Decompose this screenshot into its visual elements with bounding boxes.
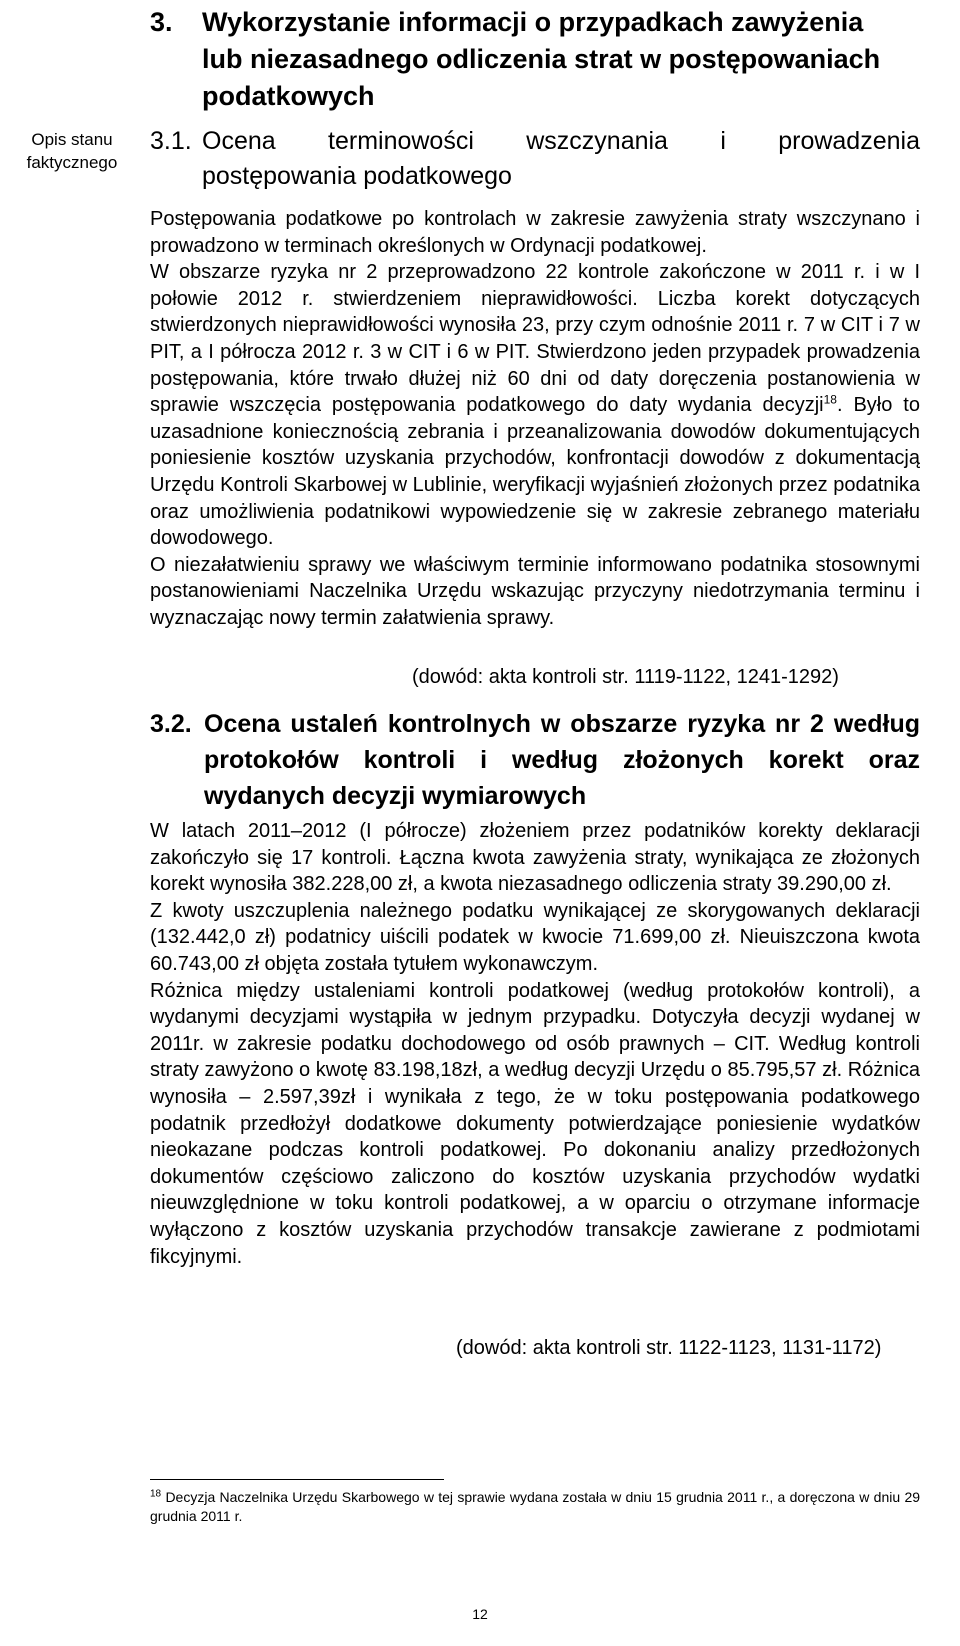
footnote-number: 18 [150,1488,162,1500]
section-3-2-title: Ocena ustaleń kontrolnych w obszarze ryzyka nr 2 według protokołów kontroli i według złożonych korekt oraz wydanych decyzji wymiarowych [204,710,920,810]
section-3-number: 3. [150,7,173,37]
section-3-2-number: 3.2. [150,710,192,738]
section-3-2-body [150,818,920,1270]
evidence-citation: (dowód: akta kontroli str. 1122-1123, 1131-1172) [456,1337,882,1359]
title-word: wszczynania [526,127,668,155]
title-word: prowadzenia [778,127,920,155]
section-3-heading [150,4,920,115]
section-3-1-heading [150,124,920,194]
footnote-reference[interactable]: 18 [823,392,837,407]
section-3-1-number: 3.1. [150,127,192,155]
title-word: terminowości [328,127,474,155]
section-3-1-heading-line1 [150,124,920,159]
footnote [150,1488,920,1526]
page-number: 12 [472,1606,488,1622]
footnote-separator [150,1479,444,1480]
paragraph: W latach 2011–2012 (I półrocze) złożeniem przez podatników korekty deklaracji zakończyło się 17 kontroli. Łączna kwota zawyżenia straty, wynikająca ze złożonych korekt wynosiła 382.228,00 zł, a kwota niezasadnego odliczenia straty 39.290,00 zł. [150,820,920,896]
section-3-title-line3: podatkowych [202,81,375,111]
paragraph-text: . Było to uzasadnione koniecznością zebrania i przeanalizowania dowodów dokumentujących poniesienie kosztów uzyskania przychodów, konfrontacji dowodów z dokumentacją Urzędu Kontroli Skarbowej w Lublinie, weryfikacji wyjaśnień złożonych przez podatnika oraz umożliwienia podatnikowi wypowiedzenie się w zakresie zebranego materiału dowodowego. [150,394,920,550]
paragraph: O niezałatwieniu sprawy we właściwym terminie informowano podatnika stosownymi postanowieniami Naczelnika Urzędu wskazując przyczyny niedotrzymania terminu i wyznaczając nowy termin załatwienia sprawy. [150,553,920,629]
title-word: Ocena [202,127,276,155]
paragraph [150,259,920,552]
title-word: i [720,127,726,155]
section-3-title-line1: Wykorzystanie informacji o przypadkach zawyżenia [202,7,864,37]
paragraph-text: W obszarze ryzyka nr 2 przeprowadzono 22 kontrole zakończone w 2011 r. i w I połowie 2012 r. stwierdzeniem nieprawidłowości. Liczba korekt dotyczących stwierdzonych nieprawidłowości wynosiła 23, przy czym odnośnie 2011 r. 7 w CIT i 7 w PIT, a I półrocza 2012 r. 3 w CIT i 6 w PIT. Stwierdzono jeden przypadek prowadzenia postępowania, które trwało dłużej niż 60 dni od daty doręczenia postanowienia w sprawie wszczęcia postępowania podatkowego do daty wydania decyzji [150,261,920,417]
section-3-1-body [150,206,920,632]
section-3-1-title-line1 [202,124,920,159]
section-3-heading-line1 [150,4,920,41]
evidence-citation: (dowód: akta kontroli str. 1119-1122, 1241-1292) [412,666,839,688]
paragraph: Postępowania podatkowe po kontrolach w zakresie zawyżenia straty wszczynano i prowadzono w terminach określonych w Ordynacji podatkowej. [150,208,920,257]
paragraph: Z kwoty uszczuplenia należnego podatku wynikającej ze skorygowanych deklaracji (132.442,0 zł) podatnicy uiścili podatek w kwocie 71.699,00 zł. Nieuiszczona kwota 60.743,00 zł objęta została tytułem wykonawczym. [150,899,920,975]
section-3-title-line2: lub niezasadnego odliczenia strat w postępowaniach [202,44,881,74]
section-3-2-heading [150,706,920,814]
section-3-1-title-line2: postępowania podatkowego [202,162,512,190]
sidebar-margin-label: Opis stanu faktycznego [26,130,118,172]
footnote-text: Decyzja Naczelnika Urzędu Skarbowego w tej sprawie wydana została w dniu 15 grudnia 2011 r., a doręczona w dniu 29 grudnia 2011 r. [150,1489,921,1524]
paragraph: Różnica między ustaleniami kontroli podatkowej (według protokołów kontroli), a wydanymi decyzjami wystąpiła w jednym przypadku. Dotyczyła decyzji wydanej w 2011r. w zakresie podatku dochodowego od osób prawnych – CIT. Według kontroli straty zawyżono o kwotę 83.198,18zł, a według decyzji Urzędu o 85.795,57 zł. Różnica wynosiła – 2.597,39zł i wynikała z tego, że w toku postępowania podatkowego podatnik przedłożył dodatkowe dokumenty potwierdzające poniesienie wydatków nieokazane podczas kontroli podatkowej. Po dokonaniu analizy przedłożonych dokumentów częściowo zaliczono do kosztów uzyskania przychodów wydatki nieuwzględnione w toku kontroli podatkowej, a w oparciu o otrzymane informacje wyłączono z kosztów uzyskania przychodów transakcje zawierane z podmiotami fikcyjnymi. [150,979,920,1268]
